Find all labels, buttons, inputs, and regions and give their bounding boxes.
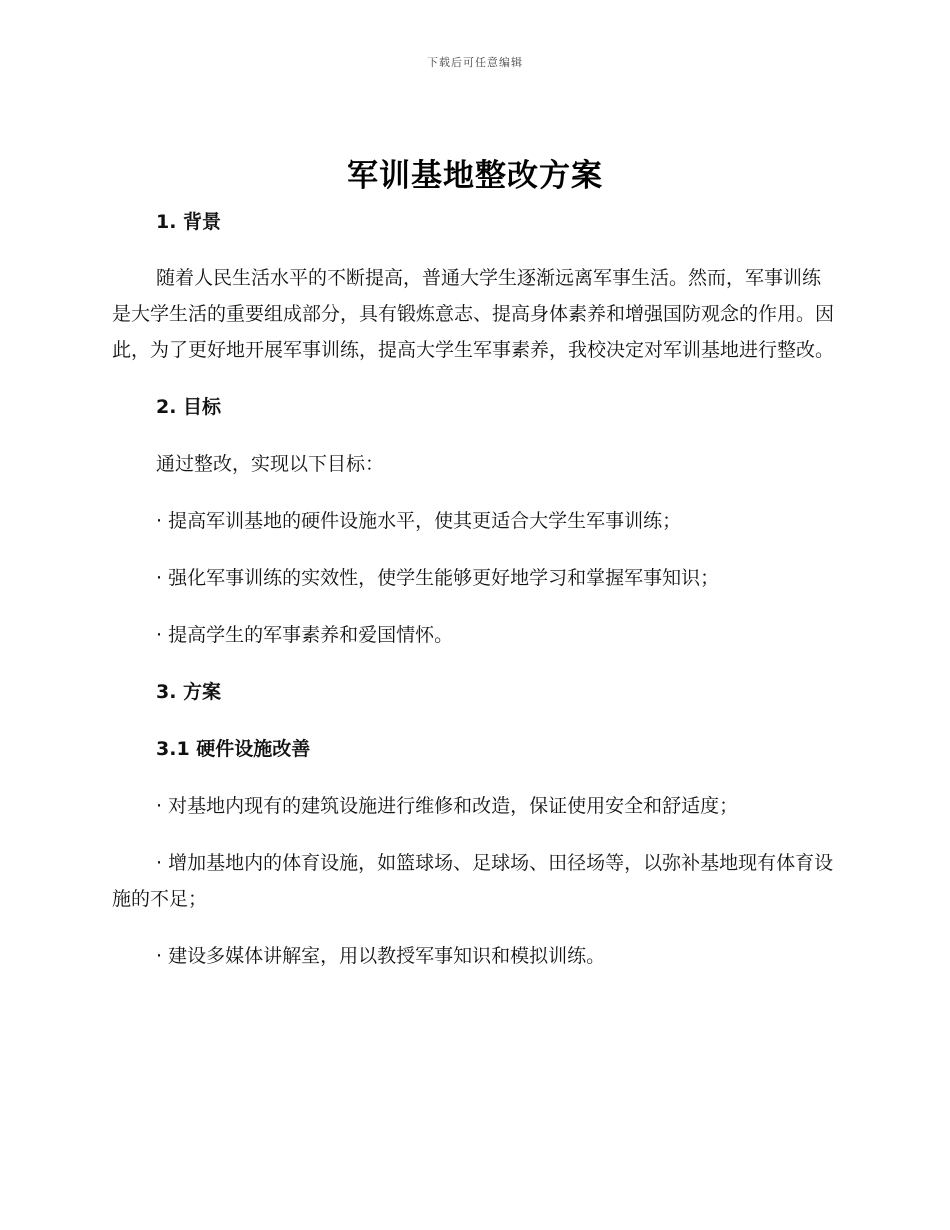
background-paragraph: 随着人民生活水平的不断提高，普通大学生逐渐远离军事生活。然而，军事训练是大学生活的重要组成部分，具有锻炼意志、提高身体素养和增强国防观念的作用。因此，为了更好地开展军事训练，提高大学生军事素养，我校决定对军训基地进行整改。 — [112, 267, 835, 361]
section-heading-plan: 3. 方案 — [156, 681, 222, 703]
section-heading-background: 1. 背景 — [156, 211, 222, 233]
goals-item: · 强化军事训练的实效性，使学生能够更好地学习和掌握军事知识； — [156, 567, 720, 589]
document-body — [112, 204, 836, 974]
subsection-heading-hardware: 3.1 硬件设施改善 — [156, 738, 311, 760]
plan-item: · 建设多媒体讲解室，用以教授军事知识和模拟训练。 — [156, 945, 606, 967]
goals-intro: 通过整改，实现以下目标： — [156, 453, 385, 475]
section-heading-goals: 2. 目标 — [156, 396, 222, 418]
goals-item: · 提高军训基地的硬件设施水平，使其更适合大学生军事训练； — [156, 510, 682, 532]
plan-item: · 对基地内现有的建筑设施进行维修和改造，保证使用安全和舒适度； — [156, 795, 739, 817]
document-title: 军训基地整改方案 — [347, 158, 603, 194]
plan-item: · 增加基地内的体育设施，如篮球场、足球场、田径场等，以弥补基地现有体育设施的不足； — [112, 852, 834, 910]
goals-item: · 提高学生的军事素养和爱国情怀。 — [156, 624, 454, 646]
header-note: 下载后可任意编辑 — [427, 56, 523, 69]
